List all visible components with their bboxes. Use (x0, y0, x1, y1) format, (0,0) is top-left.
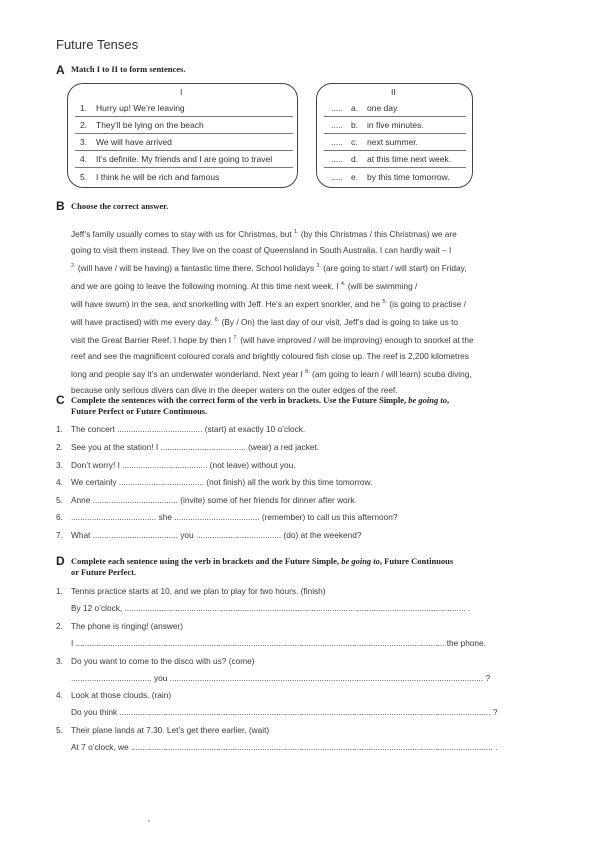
paragraph-line: long and people say it’s an underwater wonderland. Next year I $^{8.}$ (am going to learn / will learn) scuba diving, (71, 369, 472, 379)
section-b-paragraph (71, 224, 541, 398)
row-divider (75, 167, 293, 168)
section-d-answer-2: I ................................................................................................................................................................ the phone. (71, 638, 486, 648)
row-divider (324, 150, 466, 151)
paragraph-line: reef and see the magnificent coloured corals and brightly coloured fish close up. The reef is 2,200 kilometres (71, 351, 469, 361)
section-c-instruction: Complete the sentences with the correct form of the verb in brackets. Use the Future Simple, be going to, Future Perfect or Future Continuous. (71, 395, 450, 416)
column-two-heading: II (391, 87, 396, 97)
section-d-letter: D (56, 554, 65, 568)
section-d-answer-1: By 12 o’clock, .................................................................................................................................................... . (71, 603, 471, 613)
col1-row-2: 2. They’ll be lying on the beach (80, 120, 204, 130)
col1-row-5: 5. I think he will be rich and famous (80, 172, 220, 182)
paragraph-line: visit the Great Barrier Reef. I hope by then I $^{7.}$ (will have improved / will be improving) enough to snorkel at the (71, 335, 474, 345)
row-divider (324, 167, 466, 168)
paragraph-line: and we are going to leave the following morning. At this time next week, I $^{4.}$ (will be swimming / (71, 281, 418, 291)
col2-row-c: ..... c. next summer. (331, 137, 419, 147)
section-b-letter: B (56, 199, 65, 213)
row-divider (75, 116, 293, 117)
paragraph-line: will have practised) with me every day. $^{6.}$ (By / On) the last day of our visit, Jeff’s dad is going to take us to (71, 317, 459, 327)
row-divider (324, 116, 466, 117)
col1-row-4: 4. It’s definite. My friends and I are going to travel (80, 154, 273, 164)
paragraph-line: will have swum) in the sea, and snorkelling with Jeff. He’s an expert snorkler, and he $^{5.}$ (is going to practise / (71, 299, 466, 309)
col2-row-d: ..... d. at this time next week. (331, 154, 452, 164)
col2-row-b: ..... b. in five minutes. (331, 120, 424, 130)
section-a-instruction: Match I to II to form sentences. (71, 64, 186, 74)
footer-mark (148, 820, 150, 822)
page-title: Future Tenses (56, 37, 139, 52)
section-d-answer-4: Do you think ................................................................................................................................................................. ? (71, 707, 498, 717)
col2-row-e: ..... e. by this time tomorrow. (331, 172, 450, 182)
section-d-answer-5: At 7 o’clock, we ............................................................................................................................................................. . (71, 742, 498, 752)
paragraph-line: going to visit them instead. They live on the coast of Queensland in South Australia. I can hardly wait – I (71, 245, 452, 255)
row-divider (75, 150, 293, 151)
col2-row-a: ..... a. one day. (331, 103, 399, 113)
paragraph-line: Jeff’s family usually comes to stay with us for Christmas, but $^{1.}$ (by this Christmas / this Christmas) we are (71, 229, 457, 239)
section-c-letter: C (56, 393, 65, 407)
col1-row-3: 3. We will have arrived (80, 137, 172, 147)
row-divider (75, 133, 293, 134)
section-d-answer-3: ................................... you ........................................................................................................................................ ? (71, 673, 491, 683)
section-b-instruction: Choose the correct answer. (71, 201, 169, 211)
section-a-letter: A (56, 63, 65, 77)
row-divider (324, 133, 466, 134)
section-d-instruction: Complete each sentence using the verb in brackets and the Future Simple, be going to, Future Continuous or Future Perfect. (71, 556, 454, 577)
column-one-heading: I (180, 87, 183, 97)
col1-row-1: 1. Hurry up! We’re leaving (80, 103, 185, 113)
paragraph-line: $^{2.}$ (will have / will be having) a fantastic time there. School holidays $^{3.}$ (are going to start / will start) on Friday, (71, 263, 467, 273)
paragraph-line: because only serious divers can dive in the deeper waters on the outer edges of the reef. (71, 385, 398, 395)
